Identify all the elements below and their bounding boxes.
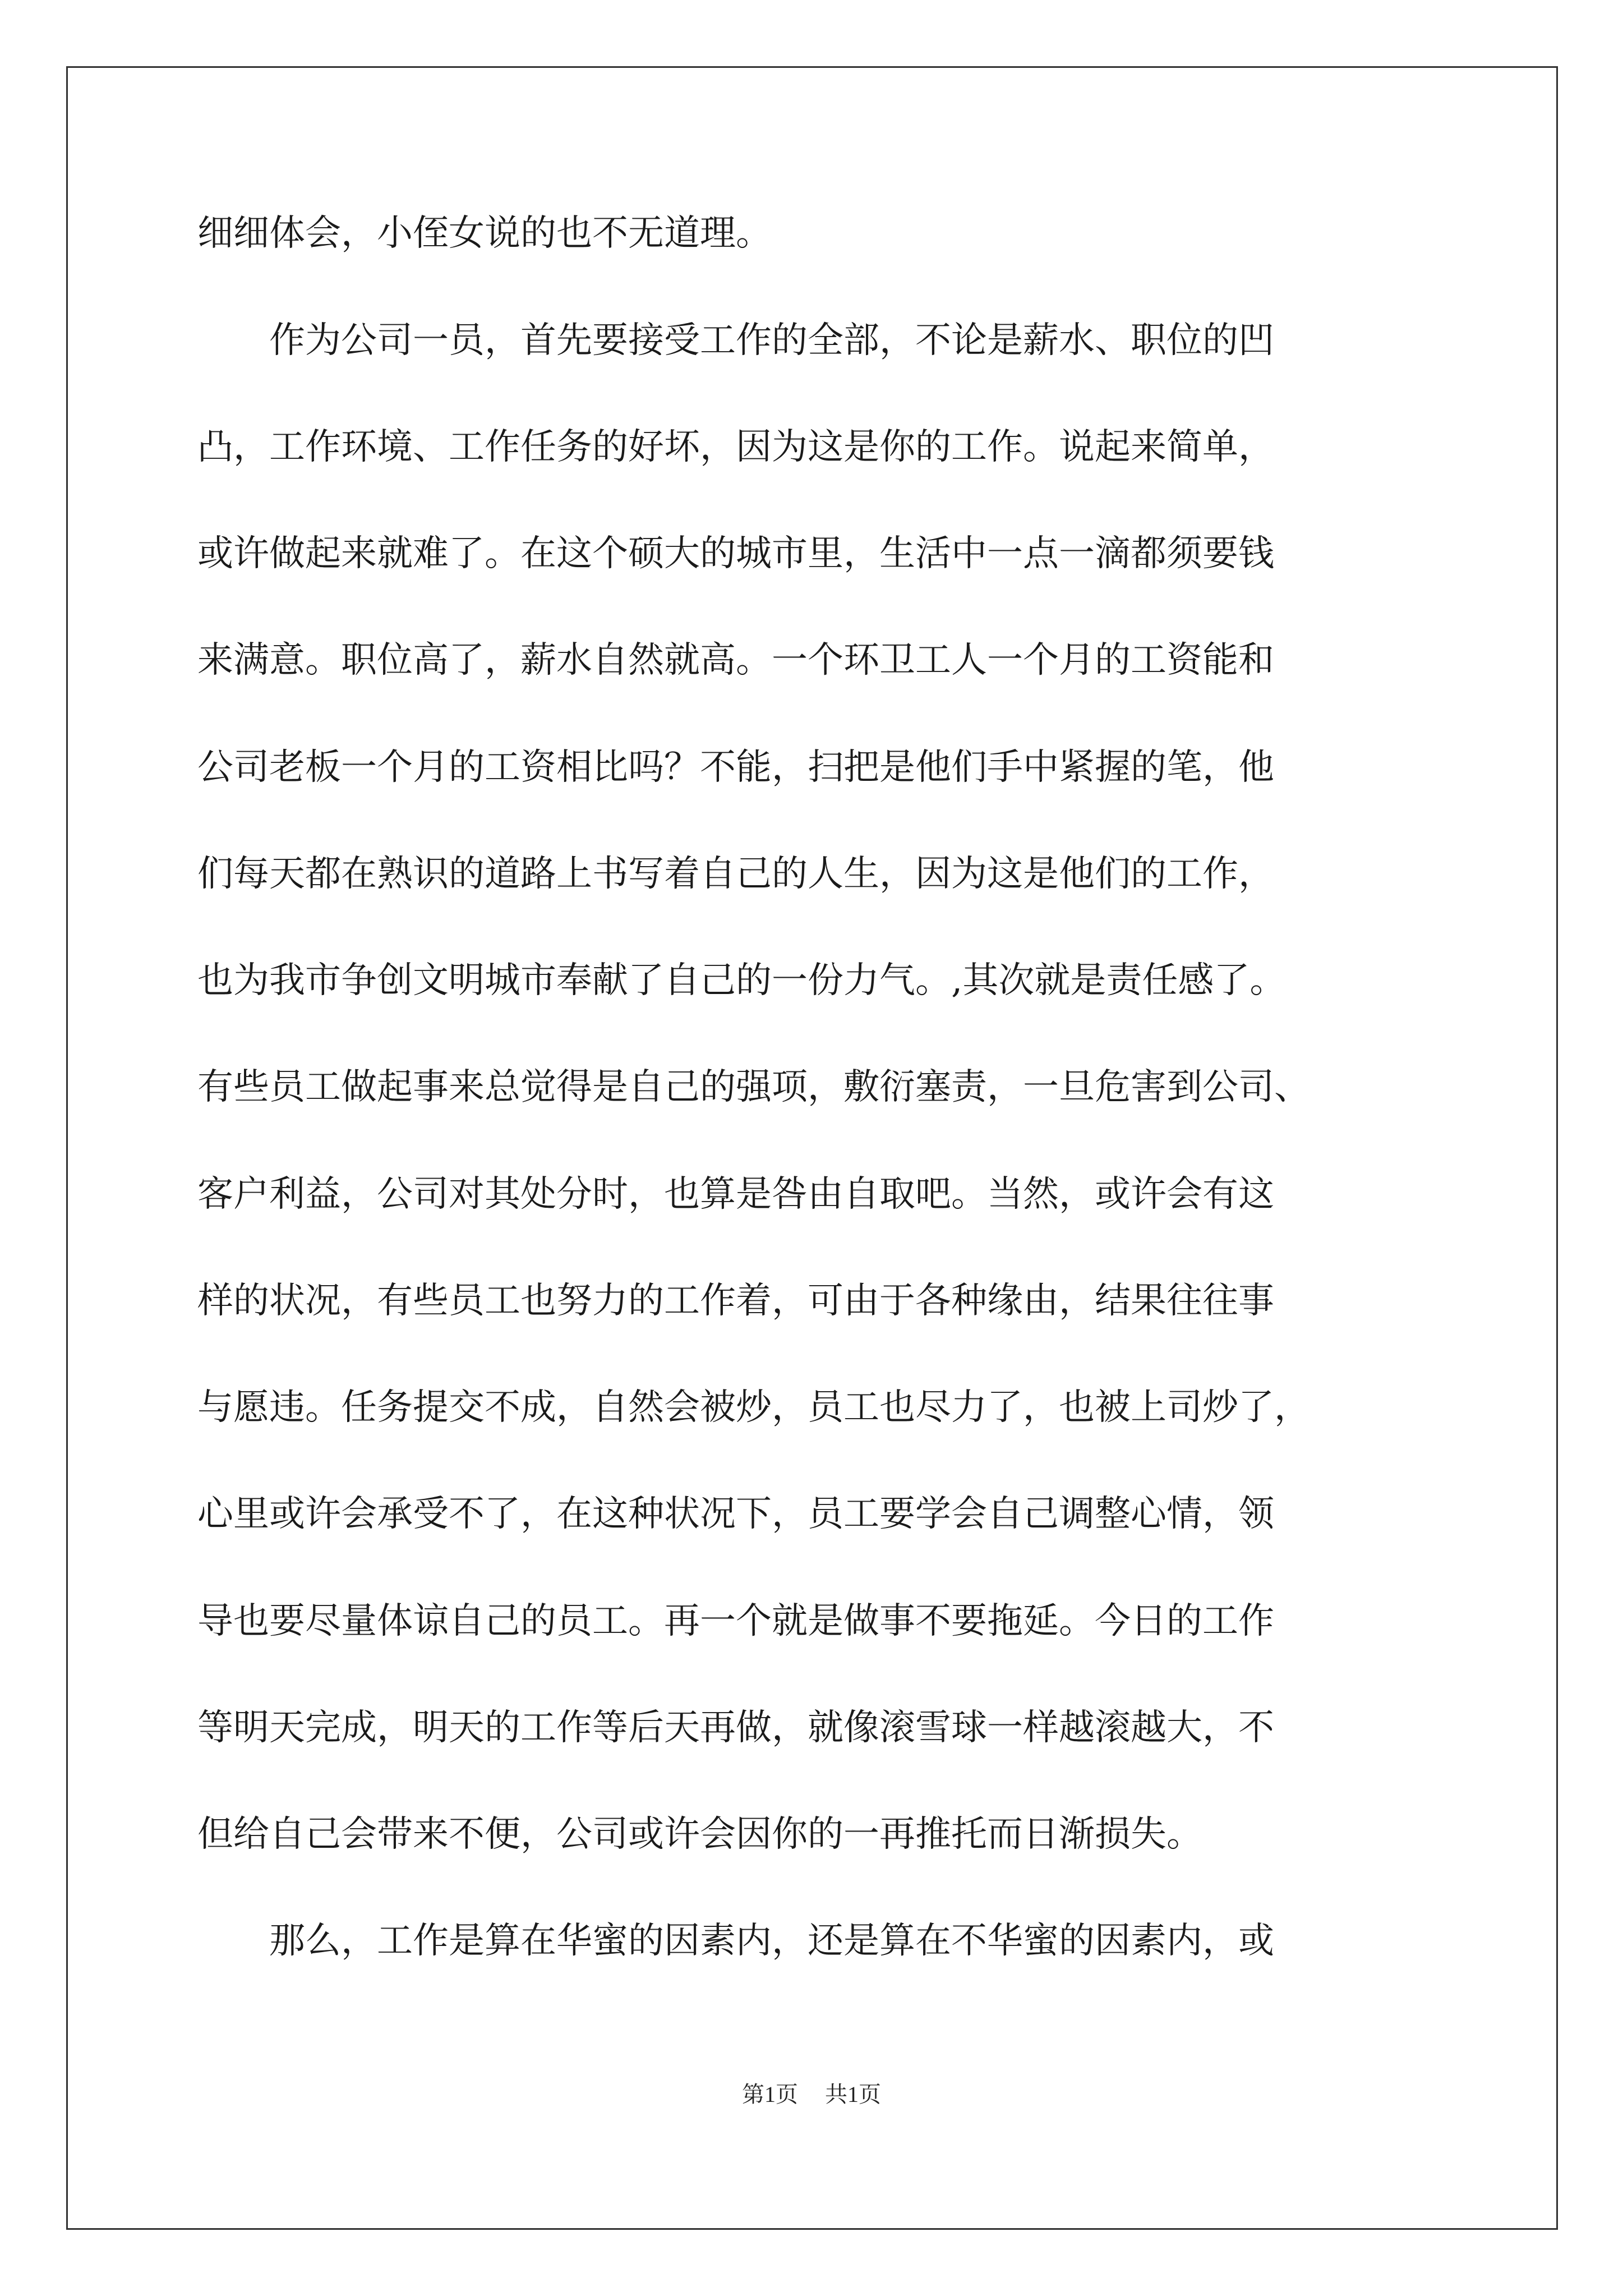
body-line-2: 作为公司一员，首先要接受工作的全部，不论是薪水、职位的凹 (197, 320, 1274, 361)
page-footer (0, 2081, 1623, 2108)
page-border (66, 66, 1558, 2230)
total-pages: 共1页 (825, 2082, 881, 2107)
body-line-3: 凸，工作环境、工作任务的好坏，因为这是你的工作。说起来简单， (197, 426, 1274, 468)
body-line-14: 导也要尽量体谅自己的员工。再一个就是做事不要拖延。今日的工作 (197, 1600, 1274, 1642)
body-line-11: 样的状况，有些员工也努力的工作着，可由于各种缘由，结果往往事 (197, 1280, 1274, 1322)
body-line-7: 们每天都在熟识的道路上书写着自己的人生，因为这是他们的工作， (197, 853, 1274, 895)
body-line-12: 与愿违。任务提交不成，自然会被炒，员工也尽力了，也被上司炒了， (197, 1387, 1310, 1428)
body-line-6: 公司老板一个月的工资相比吗？不能，扫把是他们手中紧握的笔，他 (197, 747, 1274, 788)
body-line-5: 来满意。职位高了，薪水自然就高。一个环卫工人一个月的工资能和 (197, 639, 1274, 681)
body-line-1: 细细体会，小侄女说的也不无道理。 (197, 213, 772, 254)
body-line-4: 或许做起来就难了。在这个硕大的城市里，生活中一点一滴都须要钱 (197, 533, 1274, 574)
body-line-9: 有些员工做起事来总觉得是自己的强项，敷衍塞责，一旦危害到公司、 (197, 1066, 1310, 1108)
body-line-15: 等明天完成，明天的工作等后天再做，就像滚雪球一样越滚越大，不 (197, 1707, 1274, 1749)
body-line-13: 心里或许会承受不了，在这种状况下，员工要学会自己调整心情，领 (197, 1493, 1274, 1535)
body-line-17: 那么，工作是算在华蜜的因素内，还是算在不华蜜的因素内，或 (197, 1920, 1274, 1962)
page-number: 第1页 (742, 2082, 798, 2107)
body-line-16: 但给自己会带来不便，公司或许会因你的一再推托而日渐损失。 (197, 1814, 1202, 1855)
body-line-10: 客户利益，公司对其处分时，也算是咎由自取吧。当然，或许会有这 (197, 1174, 1274, 1215)
body-line-8: 也为我市争创文明城市奉献了自己的一份力气。,其次就是责任感了。 (197, 960, 1286, 1001)
